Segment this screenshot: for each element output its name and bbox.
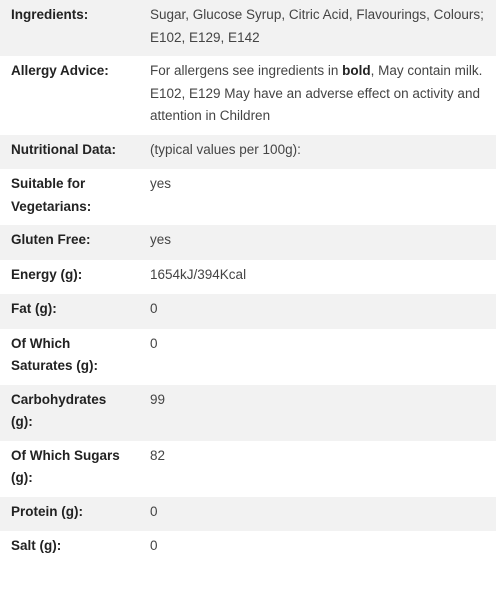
- row-label: Of Which Saturates (g):: [0, 329, 139, 385]
- table-row-nutritional-data: [0, 135, 496, 170]
- row-label: Salt (g):: [0, 531, 139, 566]
- row-value: 0: [139, 329, 496, 385]
- row-value: yes: [139, 169, 496, 225]
- row-label: Energy (g):: [0, 260, 139, 295]
- allergy-text-start: For allergens see ingredients in: [150, 63, 343, 78]
- row-value: yes: [139, 225, 496, 260]
- table-row-allergy-advice: [0, 56, 496, 135]
- row-value: 1654kJ/394Kcal: [139, 260, 496, 295]
- row-value: [139, 56, 496, 135]
- table-row-protein: [0, 497, 496, 532]
- row-value: (typical values per 100g):: [139, 135, 496, 170]
- allergy-text-bold: bold: [342, 63, 371, 78]
- row-value: 0: [139, 294, 496, 329]
- row-label: Ingredients:: [0, 0, 139, 56]
- table-row-energy: [0, 260, 496, 295]
- row-label: Protein (g):: [0, 497, 139, 532]
- table-row-saturates: [0, 329, 496, 385]
- row-label: Suitable for Vegetarians:: [0, 169, 139, 225]
- row-value: 0: [139, 497, 496, 532]
- table-row-sugars: [0, 441, 496, 497]
- row-label: Carbohydrates (g):: [0, 385, 139, 441]
- row-label: Allergy Advice:: [0, 56, 139, 135]
- table-row-salt: [0, 531, 496, 566]
- row-label: Nutritional Data:: [0, 135, 139, 170]
- row-label: Of Which Sugars (g):: [0, 441, 139, 497]
- row-label: Fat (g):: [0, 294, 139, 329]
- table-row-carbohydrates: [0, 385, 496, 441]
- table-row-fat: [0, 294, 496, 329]
- allergy-text-end: , May contain milk. E102, E129 May have an adverse effect on activity and attention in Children: [150, 63, 483, 123]
- row-value: 0: [139, 531, 496, 566]
- row-value: Sugar, Glucose Syrup, Citric Acid, Flavourings, Colours; E102, E129, E142: [139, 0, 496, 56]
- table-row-ingredients: [0, 0, 496, 56]
- table-row-vegetarian: [0, 169, 496, 225]
- row-label: Gluten Free:: [0, 225, 139, 260]
- row-value: 82: [139, 441, 496, 497]
- table-row-gluten-free: [0, 225, 496, 260]
- row-value: 99: [139, 385, 496, 441]
